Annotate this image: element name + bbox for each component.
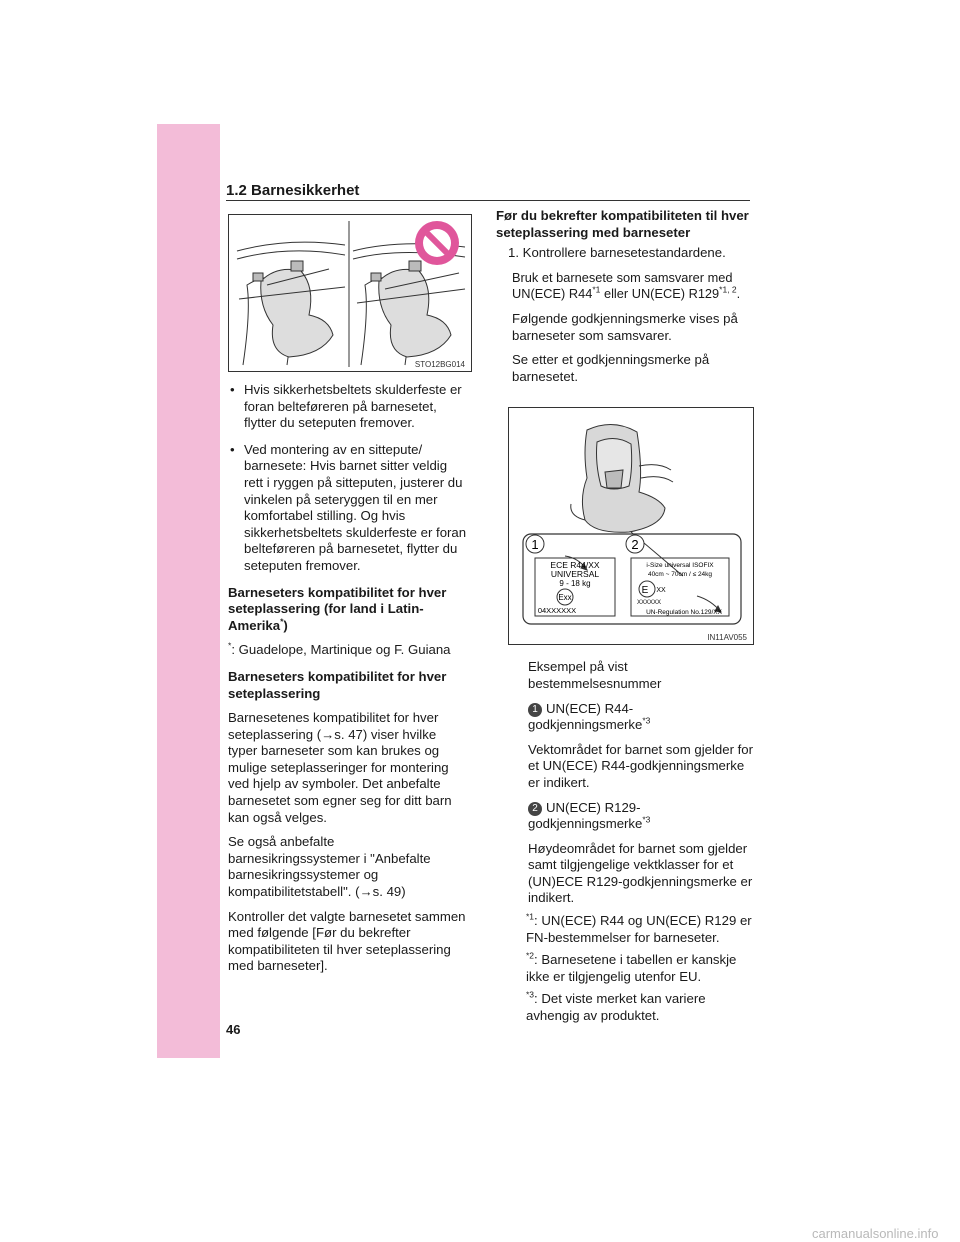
r129-e-mark: E <box>641 585 649 597</box>
r44-label-line: ECE R44/XX <box>550 560 600 571</box>
bullet-item: • Hvis sikkerhetsbeltets skulderfeste er foran belteføreren på barnesetet, flytter du seteputen fremover. <box>230 382 462 431</box>
callout-1: 1 <box>531 537 539 553</box>
heading-latin-america: Barneseters kompatibilitet for hver seteplassering (for land i Latin-Amerika*) <box>228 584 447 633</box>
paragraph: Se også anbefalte barnesikringssystemer i "Anbefalte barnesikringssystemer og kompatibilitetstabell". (→s. 49) <box>228 834 431 900</box>
step-1-text: Se etter et godkjenningsmerke på barnesetet. <box>512 352 710 384</box>
watermark: carmanualsonline.info <box>812 1226 939 1241</box>
section-title: 1.2 Barnesikkerhet <box>226 182 360 199</box>
figure-code: IN11AV055 <box>707 633 747 643</box>
example-caption: Eksempel på vist bestemmelsesnummer <box>528 659 662 691</box>
heading-before-confirm: Før du bekrefter kompatibiliteten til hver seteplassering med barneseter <box>496 208 749 240</box>
r129-label-line: 40cm ~ 70cm / ≤ 24kg <box>647 571 713 579</box>
seat-adjust-figure <box>228 214 472 372</box>
heading-compatibility: Barneseters kompatibilitet for hver seteplassering <box>228 668 447 701</box>
r129-regulation: UN-Regulation No.129/XX <box>646 609 722 617</box>
r44-label-line: 9 - 18 kg <box>559 579 591 589</box>
number-2-icon: 2 <box>528 802 542 816</box>
r44-e-mark: Exx <box>558 593 572 603</box>
step-1-text: Følgende godkjenningsmerke vises på barneseter som samsvarer. <box>512 310 738 343</box>
bullet-item: • Ved montering av en sittepute/ barnesete: Hvis barnet sitter veldig rett i ryggen på sitteputen, justerer du vinkelen på seteryggen til en mer komfortabel stilling. Og hvis sikkerhetsbeltets skulderfeste er foran belteføreren på barnesetet, flytter du seteputen fremover. <box>230 441 467 573</box>
page-number: 46 <box>226 1022 241 1037</box>
section-divider <box>226 200 750 201</box>
step-1: 1. Kontrollere barnesetestandardene. <box>508 245 726 261</box>
item-r129: 2 UN(ECE) R129-godkjenningsmerke$^{*3}$ <box>528 799 651 832</box>
item-r129-desc: Høydeområdet for barnet som gjelder samt tilgjengelige vektklasser for et (UN)ECE R129-godkjenningsmerke er indikert. <box>528 840 753 906</box>
footnote-regions: *: Guadelope, Martinique og F. Guiana <box>228 640 451 658</box>
item-r44-desc: Vektområdet for barnet som gjelder for et UN(ECE) R44-godkjenningsmerke er indikert. <box>528 741 754 790</box>
number-1-icon: 1 <box>528 703 542 717</box>
r44-number: 04XXXXXX <box>537 606 577 616</box>
callout-2: 2 <box>631 537 639 553</box>
footnote-1: $^{*1}$: UN(ECE) R44 og UN(ECE) R129 er FN-bestemmelser for barneseter. <box>526 911 752 945</box>
approval-mark-figure <box>508 407 754 645</box>
child-seat-illustration <box>509 408 753 644</box>
r44-label-line: UNIVERSAL <box>550 569 600 580</box>
r129-number: XXXXXX <box>636 600 662 607</box>
footnote-3: $^{*3}$: Det viste merket kan variere avhengig av produktet. <box>526 990 706 1024</box>
footnote-2: $^{*2}$: Barnesetene i tabellen er kanskje ikke er tilgjengelig utenfor EU. <box>526 950 737 984</box>
right-column <box>496 208 754 1025</box>
r129-label-line: i-Size universal ISOFIX <box>646 562 714 570</box>
item-r44: 1 UN(ECE) R44-godkjenningsmerke$^{*3}$ <box>528 700 651 733</box>
paragraph: Barnesetenes kompatibilitet for hver seteplassering (→s. 47) viser hvilke typer barneseter som kan brukes og mulige seteplasseringer for montering ved hjelp av symboler. Det anbefalte barnesetet som egner seg for ditt barn kan også velges. <box>228 710 452 825</box>
prohibition-icon <box>415 221 459 265</box>
page-side-tab <box>157 124 220 1058</box>
step-1-text: Bruk et barnesete som samsvarer med UN(ECE) R44$^{*1}$ eller UN(ECE) R129$^{*1, 2}$. <box>512 269 741 302</box>
figure-code: STO12BG014 <box>414 360 465 369</box>
paragraph: Kontroller det valgte barnesetet sammen med følgende [Før du bekrefter kompatibiliteten til hver seteplassering med barneseter]. <box>228 908 466 974</box>
seat-adjust-illustration <box>229 215 471 371</box>
left-column <box>228 214 468 975</box>
r129-e-suffix: XX <box>656 587 666 595</box>
